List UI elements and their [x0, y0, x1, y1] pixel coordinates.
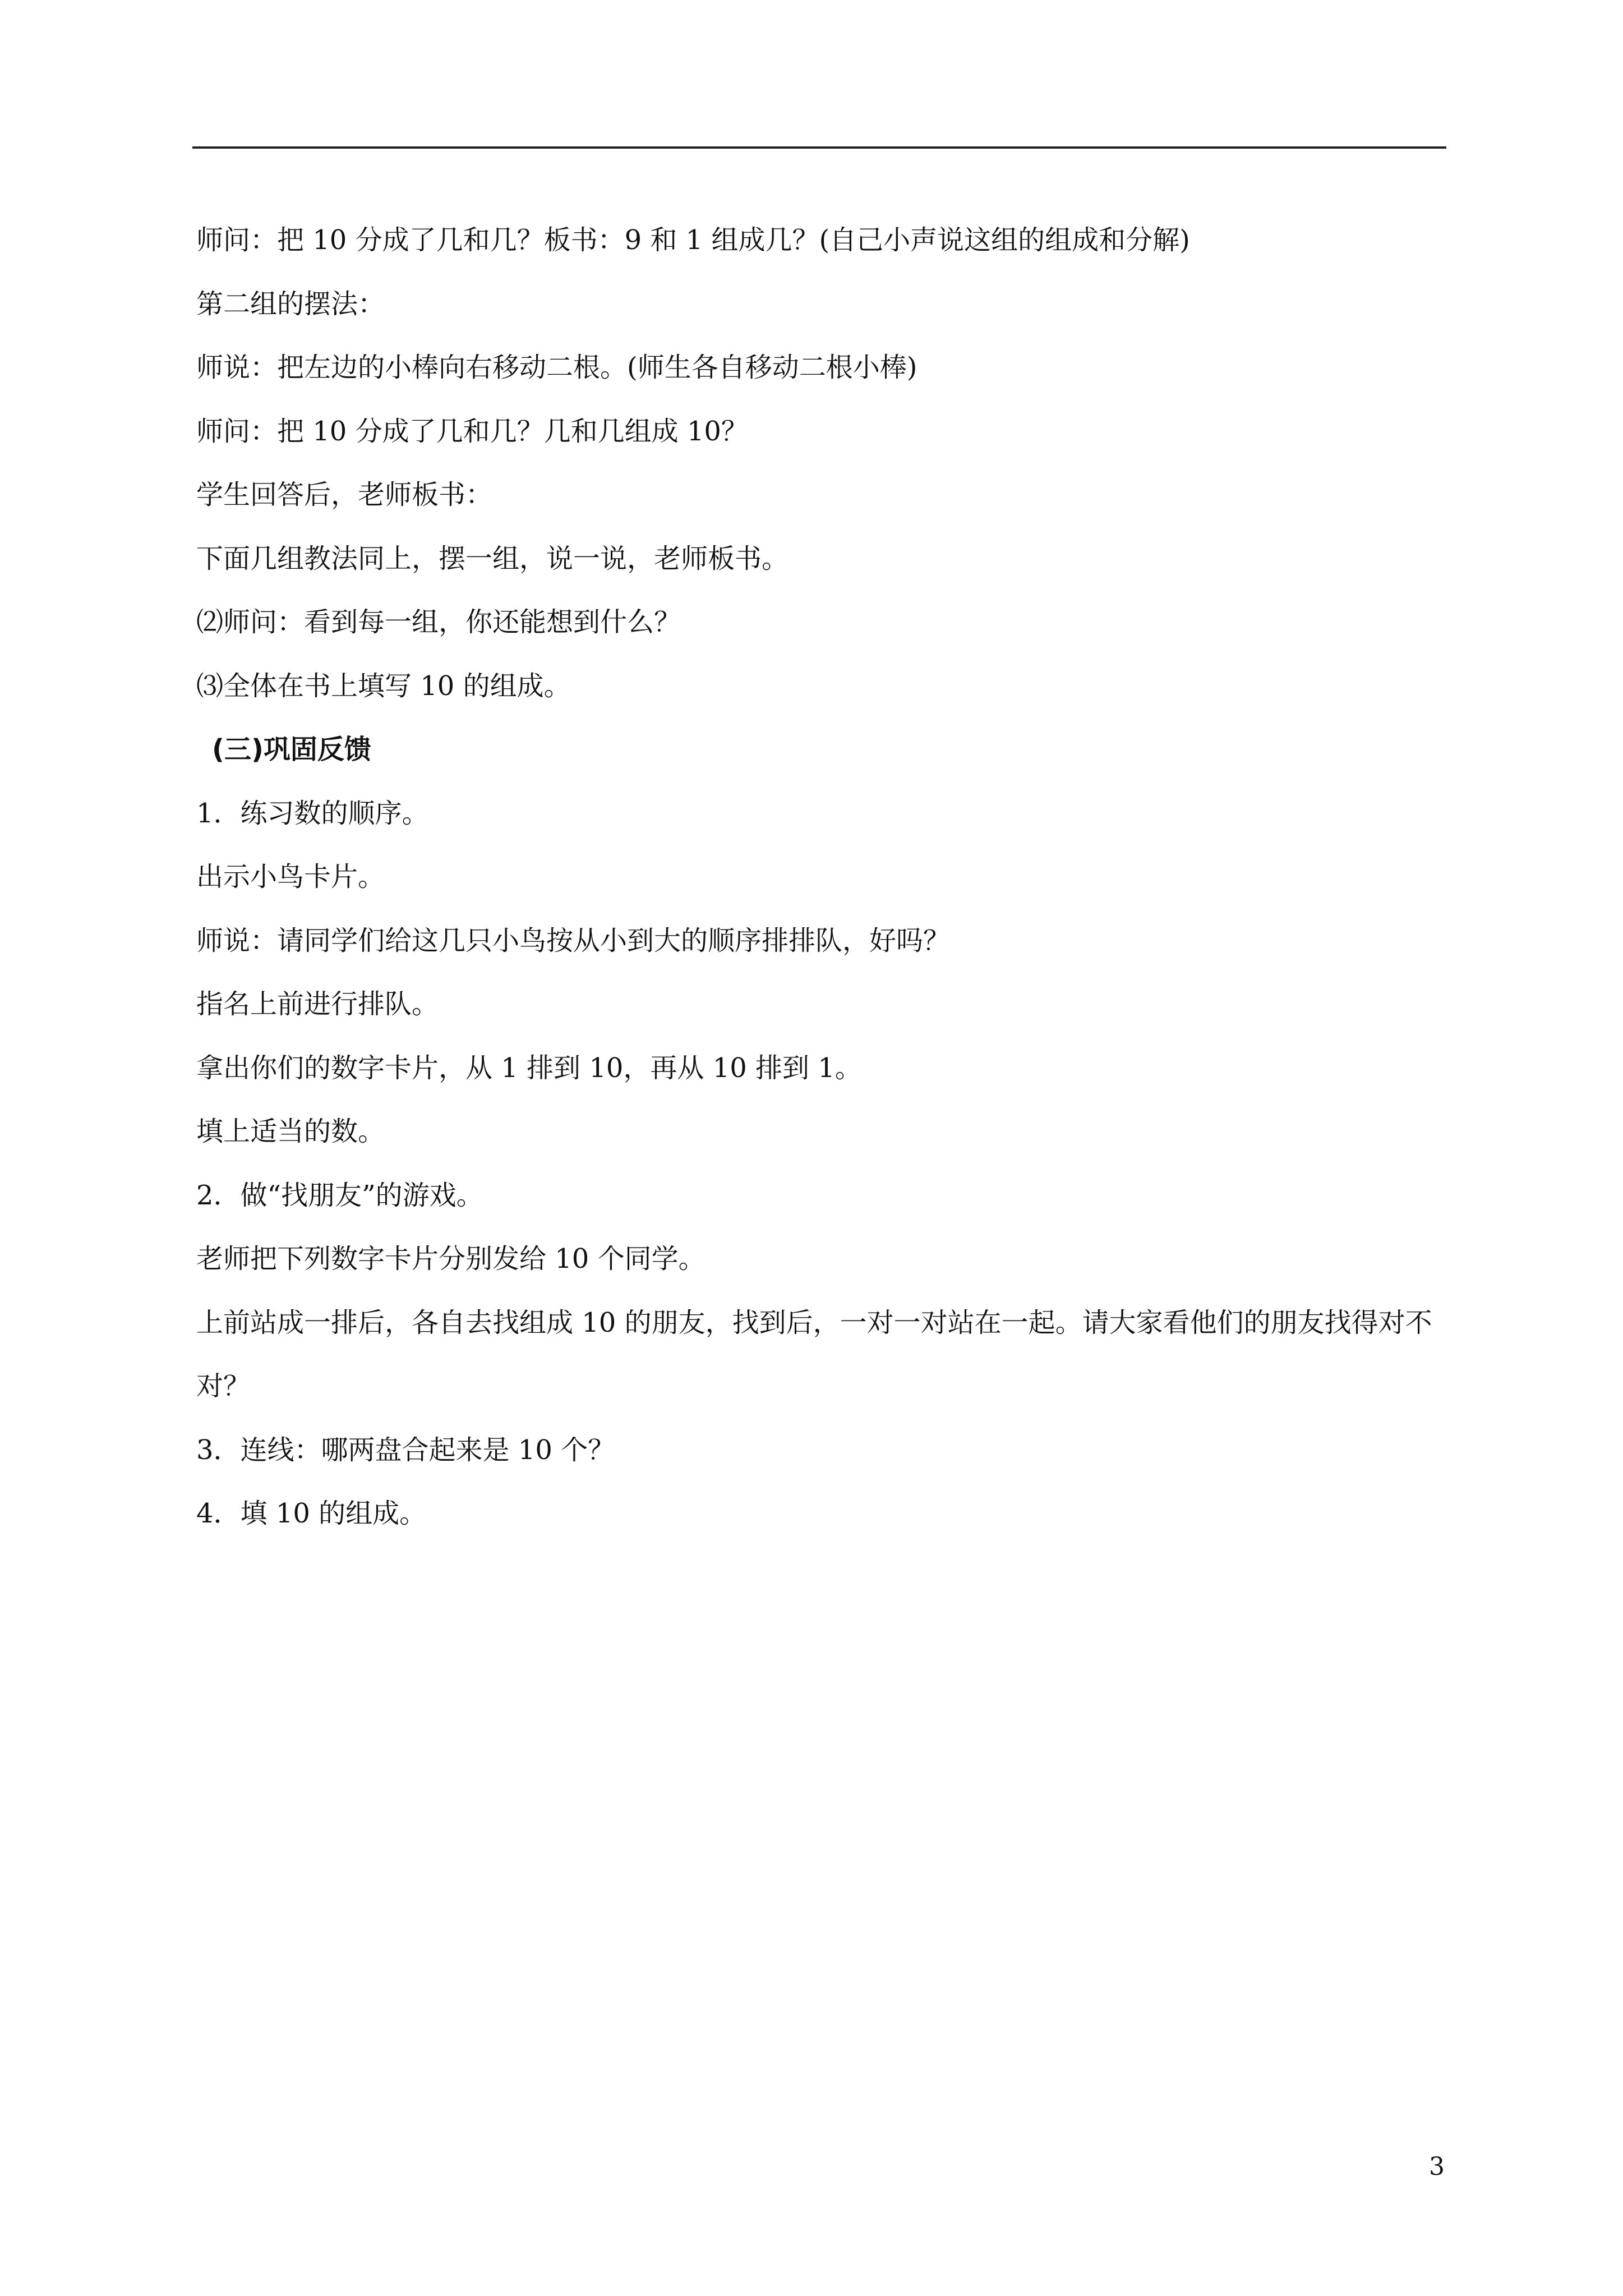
header-rule	[192, 146, 1446, 149]
text-line: 3．连线：哪两盘合起来是 10 个？	[196, 1434, 615, 1466]
text-paragraph: 上前站成一排后，各自去找组成 10 的朋友，找到后，一对一对站在一起。请大家看他们的朋友找得对不对？	[196, 1306, 1432, 1402]
text-line: 指名上前进行排队。	[196, 988, 439, 1020]
page-number: 3	[1429, 2152, 1445, 2181]
text-line: 师问：把 10 分成了几和几？板书：9 和 1 组成几？(自己小声说这组的组成和分解)	[196, 224, 1190, 256]
text-line: 出示小鸟卡片。	[196, 861, 385, 892]
text-line: 师说：把左边的小棒向右移动二根。(师生各自移动二根小棒)	[196, 352, 917, 383]
text-line: 师问：把 10 分成了几和几？几和几组成 10？	[196, 415, 748, 447]
text-line: ⑶全体在书上填写 10 的组成。	[196, 670, 571, 702]
text-line: 师说：请同学们给这几只小鸟按从小到大的顺序排排队，好吗？	[196, 924, 951, 956]
text-line: 拿出你们的数字卡片，从 1 排到 10，再从 10 排到 1。	[196, 1052, 862, 1084]
section-heading: (三)巩固反馈	[212, 734, 371, 765]
text-line: 2．做“找朋友”的游戏。	[196, 1179, 483, 1211]
text-line: 下面几组教法同上，摆一组，说一说，老师板书。	[196, 542, 789, 574]
text-line: 4．填 10 的组成。	[196, 1498, 427, 1529]
text-line: 1．练习数的顺序。	[196, 797, 429, 829]
text-line: 学生回答后，老师板书：	[196, 479, 493, 510]
document-body	[196, 209, 1447, 1546]
text-line: 第二组的摆法：	[196, 288, 385, 320]
text-line: 老师把下列数字卡片分别发给 10 个同学。	[196, 1243, 706, 1274]
text-line: 填上适当的数。	[196, 1116, 385, 1147]
text-line: ⑵师问：看到每一组，你还能想到什么？	[196, 606, 681, 638]
